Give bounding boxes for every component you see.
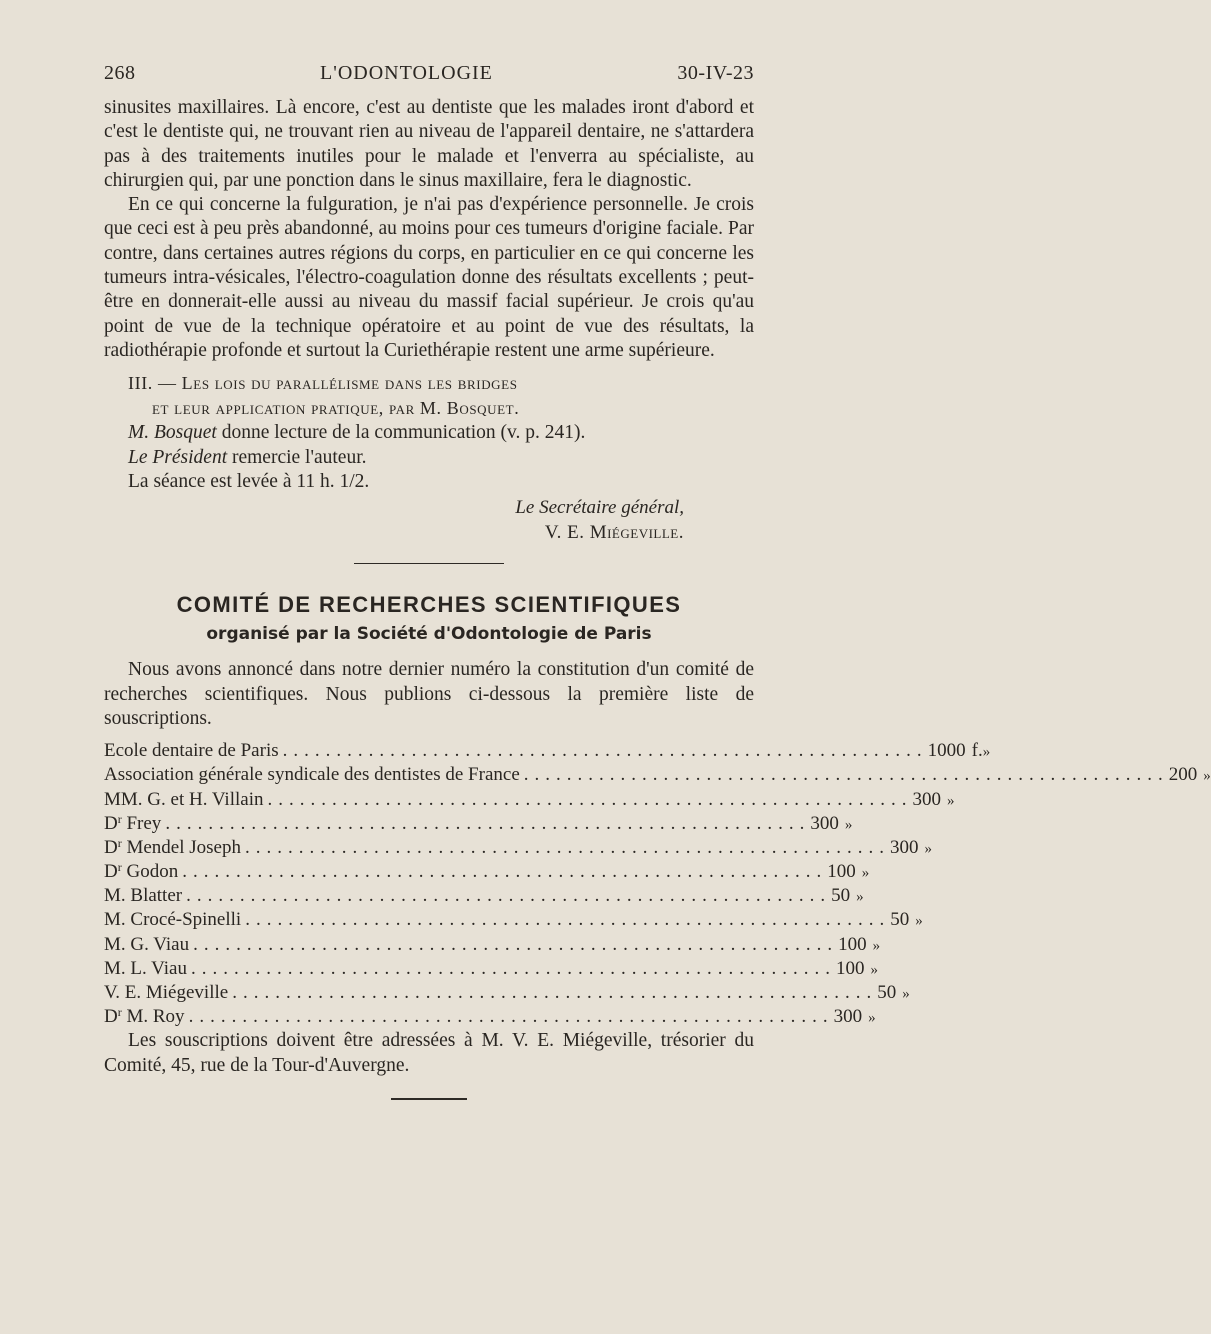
subscription-amount: 300 <box>833 1006 863 1028</box>
doctor-abbreviation: D <box>104 836 118 858</box>
comite-intro: Nous avons annoncé dans notre dernier numéro la constitution d'un comité de recherches scientifiques. Nous publions ci-dessous la première liste de souscriptions. <box>104 659 754 729</box>
subscriber-name-text: M. Roy <box>121 1006 185 1028</box>
reading-text: donne lecture de la communication (v. p. 241). <box>216 422 586 444</box>
leader-dots: ............................................................ <box>282 740 928 762</box>
subscription-amount: 300 <box>912 788 941 810</box>
subscriber-name-text: Association générale syndicale des dentistes de France <box>104 764 520 786</box>
leader-dots: ............................................................ <box>188 1006 834 1028</box>
subscriber-name <box>104 933 189 957</box>
subscriber-name-text: Mendel Joseph <box>121 836 241 858</box>
subscriber-name <box>104 981 228 1005</box>
paragraph-fulguration: En ce qui concerne la fulguration, je n'ai pas d'expérience personnelle. Je crois que ceci est à peu près abandonné, au moins pour ces tumeurs d'origine faciale. Par contre, dans certaines autres régions du corps, en particulier en ce qui concerne les tumeurs intra-vésicales, l'électro-coagulation donne des résultats excellents ; peut-être en donnerait-elle aussi au niveau du massif facial supérieur. Je crois qu'au point de vue de la technique opératoire et au point de vue des résultats, la radiothérapie profonde et surtout la Curiethérapie restent une arme supérieure. <box>104 194 754 361</box>
section-iii-line1: III. — Les lois du parallélisme dans les bridges <box>128 373 518 394</box>
signature-name: V. E. Miégeville. <box>544 521 684 543</box>
subscriber-name-text: Godon <box>121 861 179 883</box>
subscription-amount: 50 <box>831 885 851 907</box>
ditto-mark: » <box>982 744 991 761</box>
ditto-mark: » <box>844 816 853 833</box>
leader-dots: ............................................................ <box>523 764 1169 786</box>
subscriber-name-text: Ecole dentaire de Paris <box>104 740 279 762</box>
comite-subtitle: organisé par la Société d'Odontologie de Paris <box>206 624 652 645</box>
ditto-mark: » <box>915 913 923 930</box>
leader-dots: ............................................................ <box>245 836 890 858</box>
subscriber-name-text: M. Blatter <box>104 885 183 907</box>
subscriber-name <box>104 812 161 836</box>
currency-unit: f. <box>971 740 983 762</box>
closing-line: La séance est levée à 11 h. 1/2. <box>128 471 370 493</box>
leader-dots: ............................................................ <box>182 861 828 883</box>
ditto-mark: » <box>902 986 910 1003</box>
subscription-amount: 1000 <box>927 740 966 762</box>
leader-dots: ............................................................ <box>193 933 839 955</box>
subscription-row <box>104 908 923 932</box>
subscription-row <box>104 739 991 763</box>
leader-dots: ............................................................ <box>190 957 836 979</box>
subscriptions-closing: Les souscriptions doivent être adressées à M. V. E. Miégeville, trésorier du Comité, 45, rue de la Tour-d'Auvergne. <box>104 1030 754 1076</box>
subscription-amount: 300 <box>810 812 839 834</box>
signature-title: Le Secrétaire général, <box>515 496 684 518</box>
subscription-amount: 100 <box>835 957 865 979</box>
ditto-mark: » <box>1203 768 1211 785</box>
reading-line <box>104 421 754 446</box>
subscriber-name-text: MM. G. et H. Villain <box>104 788 264 810</box>
leader-dots: ............................................................ <box>186 885 832 907</box>
ditto-mark: » <box>946 792 955 809</box>
president-line <box>104 446 754 471</box>
ditto-mark: » <box>868 1010 876 1027</box>
subscriber-name <box>104 860 178 884</box>
subscriber-name-text: M. Crocé-Spinelli <box>104 909 242 931</box>
subscriber-name <box>104 908 241 932</box>
end-rule <box>391 1098 467 1100</box>
subscription-row <box>104 835 932 860</box>
subscription-row <box>104 763 1211 787</box>
subscription-amount: 50 <box>890 909 910 931</box>
subscription-row <box>104 884 864 908</box>
subscriber-name <box>104 957 187 981</box>
subscription-row <box>104 788 955 812</box>
doctor-superscript: r <box>117 1005 122 1020</box>
subscription-row <box>104 957 878 981</box>
leader-dots: ............................................................ <box>245 909 891 931</box>
ditto-mark: » <box>861 865 870 882</box>
doctor-abbreviation: D <box>104 812 118 834</box>
subscriber-name <box>104 739 279 763</box>
subscription-amount: 300 <box>890 836 919 858</box>
doctor-abbreviation: D <box>104 1006 118 1028</box>
comite-title: COMITÉ DE RECHERCHES SCIENTIFIQUES <box>176 592 682 618</box>
subscription-list <box>104 739 1211 1029</box>
issue-date: 30-IV-23 <box>677 62 754 84</box>
divider-rule <box>354 563 504 565</box>
ditto-mark: » <box>924 840 932 857</box>
subscription-row <box>104 860 870 884</box>
subscription-amount: 100 <box>827 861 856 883</box>
subscriber-name <box>104 763 520 787</box>
reading-name: M. Bosquet <box>128 422 217 444</box>
page-number: 268 <box>104 62 136 84</box>
ditto-mark: » <box>870 961 878 978</box>
subscriber-name <box>104 836 241 860</box>
leader-dots: ............................................................ <box>267 788 913 810</box>
subscriber-name <box>104 1005 185 1029</box>
subscriber-name <box>104 788 263 812</box>
doctor-superscript: r <box>117 811 122 826</box>
president-text: remercie l'auteur. <box>227 446 367 468</box>
subscription-row <box>104 933 881 957</box>
subscription-row <box>104 981 910 1005</box>
section-iii-line2: et leur application pratique, par M. Bosquet. <box>152 398 520 419</box>
subscription-row <box>104 1005 876 1029</box>
subscription-amount: 200 <box>1168 764 1198 786</box>
document-page <box>104 62 1211 1100</box>
journal-title: L'ODONTOLOGIE <box>320 62 493 84</box>
ditto-mark: » <box>856 889 864 906</box>
president-name: Le Président <box>128 446 228 468</box>
subscriber-name-text: V. E. Miégeville <box>104 982 229 1004</box>
subscriber-name <box>104 884 182 908</box>
subscriber-name-text: M. G. Viau <box>104 933 190 955</box>
section-iii-heading <box>104 371 754 421</box>
subscriber-name-text: Frey <box>121 812 162 834</box>
subscription-amount: 100 <box>838 933 867 955</box>
doctor-abbreviation: D <box>104 861 118 883</box>
leader-dots: ............................................................ <box>232 982 878 1004</box>
subscriber-name-text: M. L. Viau <box>104 957 187 979</box>
ditto-mark: » <box>872 937 881 954</box>
doctor-superscript: r <box>117 835 122 850</box>
running-head <box>104 62 754 96</box>
subscription-amount: 50 <box>877 982 897 1004</box>
subscription-row <box>104 811 853 836</box>
paragraph-sinusites: sinusites maxillaires. Là encore, c'est au dentiste que les malades iront d'abord et c'est le dentiste qui, ne trouvant rien au niveau de l'appareil dentaire, ne s'attardera pas à des traitements inutiles pour le malade et l'enverra au spécialiste, au chirurgien qui, par une ponction dans le sinus maxillaire, fera le diagnostic. <box>104 97 754 191</box>
leader-dots: ............................................................ <box>165 812 811 834</box>
signature-block <box>104 495 754 545</box>
doctor-superscript: r <box>117 860 122 875</box>
